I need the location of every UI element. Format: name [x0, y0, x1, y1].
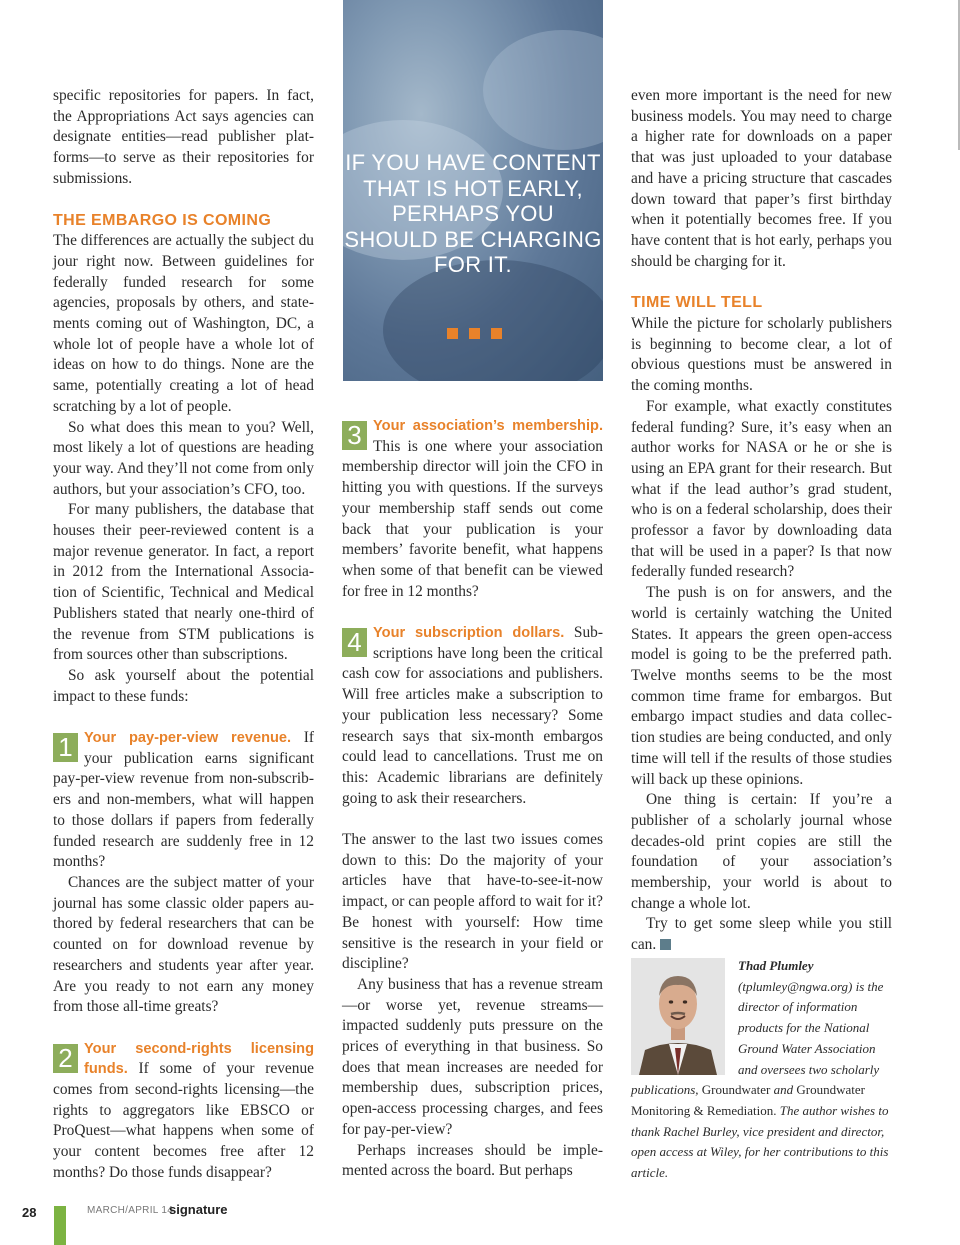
author-email: (tplumley@ngwa.org) — [738, 978, 853, 994]
item-text: Subscriptions have long been the critical cash cow for associations and publishers. Will free articles make a subscription to your publication less necessary? Some research says that six-month embargos could lead to cancellations. Trust me on this: Academic librarians are definitely going to ask their researchers. — [342, 624, 603, 807]
number-badge: 2 — [53, 1044, 78, 1073]
paragraph — [631, 914, 892, 955]
paragraph: While the picture for scholarly publishers is beginning to become clear, a lot of obvious questions must be answered in the coming months. — [631, 315, 892, 395]
item-lead: Your second-rights licensing funds. — [84, 1040, 314, 1078]
publication-name: Groundwater — [701, 1082, 771, 1098]
section-heading: THE EMBARGO IS COMING — [53, 211, 272, 229]
section-heading: TIME WILL TELL — [631, 294, 763, 312]
author-bio-text: is the director of information products for the National Ground Water Association and oversees two scholarly publications, — [631, 978, 884, 1098]
paragraph: Perhaps increases should be implemented across the board. But perhaps — [342, 1141, 603, 1180]
paragraph: For many publishers, the database that houses their peer-reviewed content is a major revenue generator. In fact, a report in 2012 from the International Association of Scientific, Technical and Medical Publishers stated that nearly one-third of the revenue from STM publications is from sources other than subscriptions. — [53, 501, 314, 664]
cloud-shape — [483, 30, 603, 150]
author-name: Thad Plumley — [738, 958, 814, 973]
number-badge: 4 — [342, 628, 367, 657]
paragraph: Chances are the subject matter of your journal has some classic older papers authored by federal researchers that can be counted on for download revenue by researchers and students year after year. Are you ready to not earn any money from those all-time greats? — [53, 874, 314, 1016]
item-text: If your publication earns significant pay-per-view revenue from non-subscribers and non-members, what will happen to those dollars if papers from federally funded research are suddenly free in 12 months? — [53, 729, 314, 871]
paragraph: For example, what exactly constitutes federal funding? Sure, it’s easy when an author works for NASA or he or she is using an EPA grant for their research. But what if the lead author’s grad student, who is on a federal scholarship, does their professor a favor by downloading data that will be used in a paper? Is that now federally funded research? — [631, 397, 892, 581]
cloud-shape — [383, 260, 603, 381]
decorative-squares — [447, 326, 513, 344]
number-badge: 3 — [342, 421, 367, 450]
person-icon — [631, 958, 725, 1075]
paragraph: So ask yourself about the potential impact to these funds: — [53, 666, 314, 705]
numbered-item-3 — [342, 416, 603, 602]
paragraph: The push is on for answers, and the world is certainly watching the United States. It appears the green open-access model is going to be the preferred path. Twelve months seems to be the most common time frame for embargos. But embargo impact studies and data collection studies are being conducted, and only time will tell if the results of those studies will back up these opinions. — [631, 584, 892, 788]
magazine-name: signature — [169, 1202, 228, 1217]
pull-quote-text: IF YOU HAVE CONTENT THAT IS HOT EARLY, PERHAPS YOU SHOULD BE CHARGING FOR IT. — [344, 150, 602, 278]
paragraph: The answer to the last two issues comes down to this: Do the majority of your articles have that have-to-see-it-now impact, or can people afford to wait for it? Be honest with yourself: How time sensitive is the research in your field or discipline? — [342, 831, 603, 973]
item-lead: Your pay-per-view revenue. — [84, 730, 292, 747]
column-1 — [53, 86, 314, 1184]
numbered-item-4 — [342, 623, 603, 809]
pull-quote-image — [343, 0, 603, 381]
paragraph: even more important is the need for new business models. You may need to charge a higher rate for downloads on a paper that was just uploaded to your database and have a pricing structure that cascades down toward that paper’s first birthday when it potentially becomes free. If you have content that is hot early, perhaps you should be charging for it. — [631, 87, 892, 270]
paragraph: The differences are actually the subject du jour right now. Between guidelines for federally funded research for some agencies, proposals by others, and statements coming out of Washington, DC, a whole lot of people have a whole lot of ideas on how to do things. None are the same, potentially creating a lot of head scratching by a lot of people. — [53, 232, 314, 415]
item-lead: Your association’s membership. — [373, 418, 603, 434]
column-2 — [342, 416, 603, 1182]
paragraph: specific repositories for papers. In fact, the Appropriations Act says agencies can designate entities—read publisher platforms—to serve as their repositories for submissions. — [53, 87, 314, 187]
item-text: This is one where your association membership director will join the CFO in hitting you with questions. If the surveys your membership staff sends out come back that your publication is your members’ favorite benefit, what happens when some of that benefit can be viewed for free in 12 months? — [342, 437, 603, 600]
paragraph: Any business that has a revenue stream—or worse yet, revenue streams—impacted suddenly puts pressure on the prices of everything in that business. So does that mean increases are needed for membership dues, subscription prices, open-access processing charges, and fees for pay-per-view? — [342, 975, 603, 1138]
column-3 — [631, 86, 892, 956]
conjunction: and — [773, 1082, 794, 1098]
page-footer — [0, 1198, 960, 1245]
author-bio — [631, 956, 892, 1184]
author-thanks: The author wishes to thank Rachel Burley, vice president and director, open access at Wiley, for her contributions to this article. — [631, 1102, 889, 1181]
item-lead: Your subscription dollars. — [373, 625, 565, 642]
closing-text: Try to get some sleep while you still can. — [631, 915, 892, 954]
paragraph: So what does this mean to you? Well, most likely a lot of questions are heading your way. And they’ll not come from only authors, but your association’s CFO, too. — [53, 418, 314, 498]
footer-accent-bar — [54, 1206, 66, 1245]
end-mark-icon — [660, 939, 671, 950]
author-photo — [631, 958, 725, 1075]
numbered-item-1 — [53, 728, 314, 873]
page-number: 28 — [22, 1205, 37, 1220]
paragraph: One thing is certain: If you’re a publisher of a scholarly journal whose decades-old print copies are still the foundation of your association’s membership, your world is about to change a whole lot. — [631, 791, 892, 912]
numbered-item-2 — [53, 1039, 314, 1184]
publication-name: Groundwater Monitoring & Remediation. — [631, 1082, 865, 1118]
item-text: If some of your revenue comes from second-rights licensing—the rights to aggregators like EBSCO or ProQuest—what happens when some of your content becomes free after 12 months? Do those funds disappear? — [53, 1060, 314, 1181]
issue-date: MARCH/APRIL 14 — [87, 1205, 174, 1216]
number-badge: 1 — [53, 733, 78, 762]
